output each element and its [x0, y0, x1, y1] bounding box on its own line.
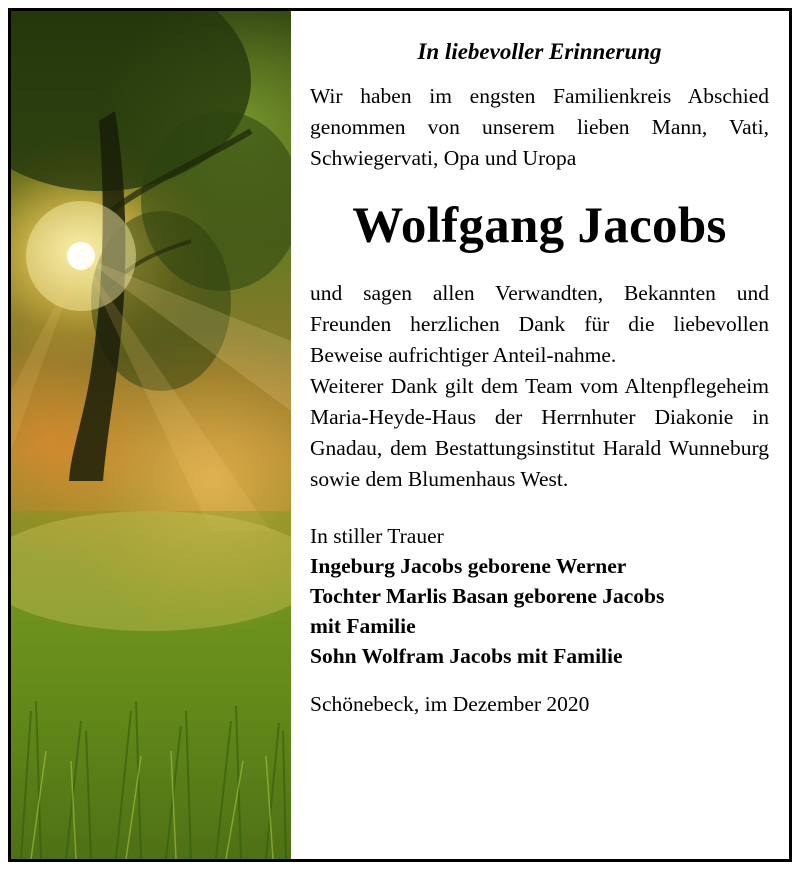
deceased-name: Wolfgang Jacobs — [352, 198, 727, 254]
photo-illustration — [11, 11, 291, 859]
mourning-intro: In stiller Trauer — [310, 524, 444, 548]
thanks-text: und sagen allen Verwandten, Bekannten und Freunden herzlichen Dank für die liebevollen Beweise aufrichtiger Anteil-nahme. — [310, 281, 769, 367]
mourner-line: Tochter Marlis Basan geborene Jacobs — [310, 584, 665, 608]
meadow-highlight — [11, 511, 291, 631]
mourner-line: Sohn Wolfram Jacobs mit Familie — [310, 644, 623, 668]
mourner-line: mit Familie — [310, 614, 416, 638]
notice-heading: In liebevoller Erinnerung — [417, 39, 662, 64]
further-thanks-text: Weiterer Dank gilt dem Team vom Altenpflegeheim Maria-Heyde-Haus der Herrnhuter Diakonie in Gnadau, dem Bestattungsinstitut Harald Wunneburg sowie dem Blumenhaus West. — [310, 374, 769, 491]
obituary-notice — [8, 8, 792, 862]
notice-text — [310, 37, 769, 719]
mourner-line: Ingeburg Jacobs geborene Werner — [310, 554, 627, 578]
sunlit-tree-meadow-image — [11, 11, 291, 859]
intro-text: Wir haben im engsten Familienkreis Abschied genommen von unserem lieben Mann, Vati, Schwiegervati, Opa und Uropa — [310, 84, 769, 170]
place-date: Schönebeck, im Dezember 2020 — [310, 692, 590, 716]
